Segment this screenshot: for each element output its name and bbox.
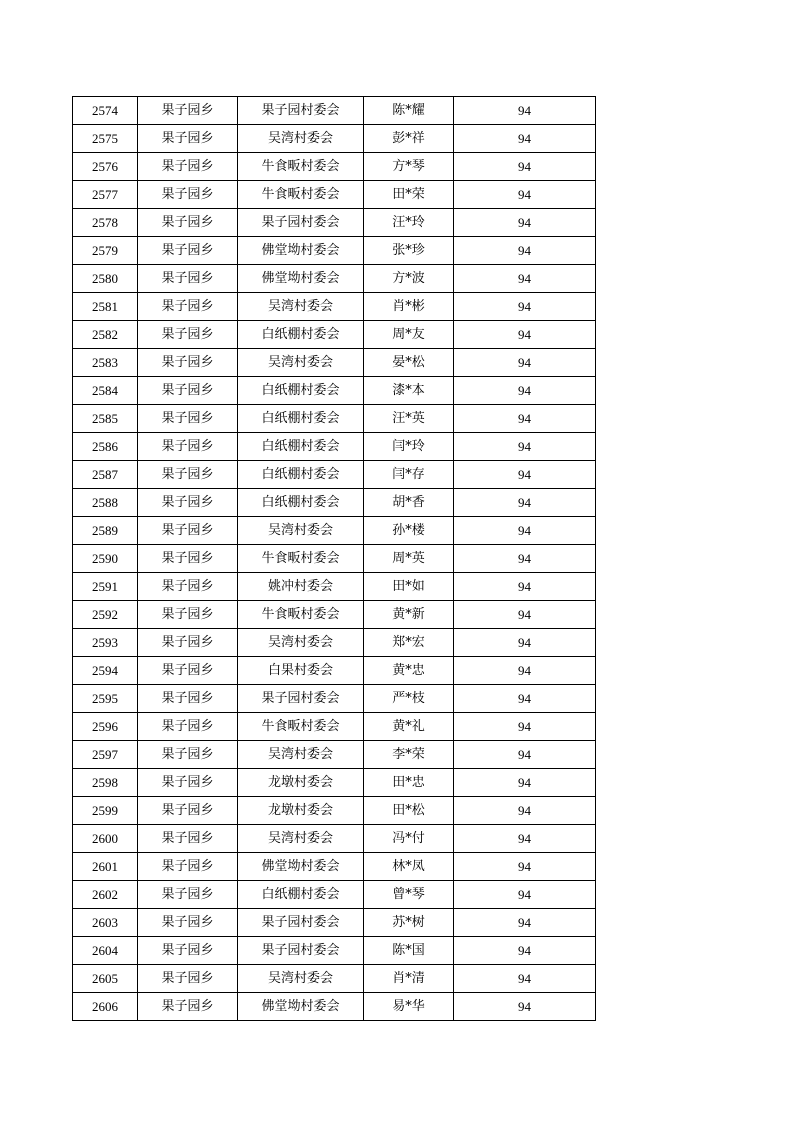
person-name-cell: 周*友 (364, 321, 454, 349)
score-cell: 94 (454, 153, 596, 181)
table-row (73, 265, 596, 293)
table-row (73, 881, 596, 909)
row-number-cell: 2601 (73, 853, 138, 881)
person-name-cell: 黄*新 (364, 601, 454, 629)
score-cell: 94 (454, 97, 596, 125)
table-row (73, 293, 596, 321)
village-committee-cell: 果子园村委会 (238, 209, 364, 237)
person-name-cell: 田*如 (364, 573, 454, 601)
table-row (73, 321, 596, 349)
score-cell: 94 (454, 797, 596, 825)
table-row (73, 545, 596, 573)
township-cell: 果子园乡 (138, 461, 238, 489)
score-cell: 94 (454, 461, 596, 489)
township-cell: 果子园乡 (138, 965, 238, 993)
village-committee-cell: 吴湾村委会 (238, 293, 364, 321)
person-name-cell: 汪*英 (364, 405, 454, 433)
person-name-cell: 陈*耀 (364, 97, 454, 125)
person-name-cell: 易*华 (364, 993, 454, 1021)
village-committee-cell: 吴湾村委会 (238, 741, 364, 769)
score-cell: 94 (454, 517, 596, 545)
score-cell: 94 (454, 685, 596, 713)
person-name-cell: 肖*清 (364, 965, 454, 993)
score-cell: 94 (454, 405, 596, 433)
person-name-cell: 汪*玲 (364, 209, 454, 237)
person-name-cell: 孙*楼 (364, 517, 454, 545)
score-cell: 94 (454, 265, 596, 293)
village-committee-cell: 吴湾村委会 (238, 125, 364, 153)
table-row (73, 433, 596, 461)
person-name-cell: 张*珍 (364, 237, 454, 265)
row-number-cell: 2585 (73, 405, 138, 433)
table-row (73, 657, 596, 685)
township-cell: 果子园乡 (138, 741, 238, 769)
village-committee-cell: 牛食畈村委会 (238, 713, 364, 741)
row-number-cell: 2575 (73, 125, 138, 153)
row-number-cell: 2581 (73, 293, 138, 321)
village-committee-cell: 果子园村委会 (238, 909, 364, 937)
person-name-cell: 胡*香 (364, 489, 454, 517)
township-cell: 果子园乡 (138, 769, 238, 797)
score-cell: 94 (454, 125, 596, 153)
village-committee-cell: 白纸棚村委会 (238, 433, 364, 461)
score-cell: 94 (454, 629, 596, 657)
village-committee-cell: 吴湾村委会 (238, 349, 364, 377)
person-name-cell: 田*松 (364, 797, 454, 825)
village-committee-cell: 吴湾村委会 (238, 825, 364, 853)
village-committee-cell: 牛食畈村委会 (238, 153, 364, 181)
score-cell: 94 (454, 181, 596, 209)
table-row (73, 349, 596, 377)
township-cell: 果子园乡 (138, 993, 238, 1021)
score-cell: 94 (454, 377, 596, 405)
village-committee-cell: 姚冲村委会 (238, 573, 364, 601)
table-row (73, 181, 596, 209)
township-cell: 果子园乡 (138, 125, 238, 153)
person-name-cell: 田*荣 (364, 181, 454, 209)
score-cell: 94 (454, 937, 596, 965)
township-cell: 果子园乡 (138, 517, 238, 545)
row-number-cell: 2603 (73, 909, 138, 937)
person-name-cell: 冯*付 (364, 825, 454, 853)
row-number-cell: 2604 (73, 937, 138, 965)
table-row (73, 377, 596, 405)
township-cell: 果子园乡 (138, 573, 238, 601)
score-cell: 94 (454, 993, 596, 1021)
score-cell: 94 (454, 209, 596, 237)
row-number-cell: 2577 (73, 181, 138, 209)
village-committee-cell: 牛食畈村委会 (238, 181, 364, 209)
table-row (73, 965, 596, 993)
table-row (73, 909, 596, 937)
roster-table (72, 96, 596, 1021)
row-number-cell: 2579 (73, 237, 138, 265)
score-cell: 94 (454, 741, 596, 769)
village-committee-cell: 牛食畈村委会 (238, 601, 364, 629)
township-cell: 果子园乡 (138, 209, 238, 237)
row-number-cell: 2580 (73, 265, 138, 293)
township-cell: 果子园乡 (138, 825, 238, 853)
township-cell: 果子园乡 (138, 433, 238, 461)
township-cell: 果子园乡 (138, 377, 238, 405)
village-committee-cell: 牛食畈村委会 (238, 545, 364, 573)
township-cell: 果子园乡 (138, 545, 238, 573)
village-committee-cell: 白纸棚村委会 (238, 489, 364, 517)
person-name-cell: 方*琴 (364, 153, 454, 181)
score-cell: 94 (454, 881, 596, 909)
row-number-cell: 2600 (73, 825, 138, 853)
table-row (73, 629, 596, 657)
village-committee-cell: 龙墩村委会 (238, 769, 364, 797)
row-number-cell: 2593 (73, 629, 138, 657)
person-name-cell: 周*英 (364, 545, 454, 573)
village-committee-cell: 佛堂坳村委会 (238, 265, 364, 293)
row-number-cell: 2586 (73, 433, 138, 461)
village-committee-cell: 吴湾村委会 (238, 965, 364, 993)
row-number-cell: 2590 (73, 545, 138, 573)
score-cell: 94 (454, 909, 596, 937)
township-cell: 果子园乡 (138, 321, 238, 349)
table-row (73, 685, 596, 713)
village-committee-cell: 果子园村委会 (238, 685, 364, 713)
row-number-cell: 2588 (73, 489, 138, 517)
village-committee-cell: 果子园村委会 (238, 937, 364, 965)
township-cell: 果子园乡 (138, 349, 238, 377)
table-row (73, 853, 596, 881)
table-row (73, 825, 596, 853)
row-number-cell: 2599 (73, 797, 138, 825)
township-cell: 果子园乡 (138, 405, 238, 433)
row-number-cell: 2592 (73, 601, 138, 629)
row-number-cell: 2574 (73, 97, 138, 125)
score-cell: 94 (454, 657, 596, 685)
village-committee-cell: 吴湾村委会 (238, 629, 364, 657)
township-cell: 果子园乡 (138, 629, 238, 657)
township-cell: 果子园乡 (138, 937, 238, 965)
table-row (73, 97, 596, 125)
row-number-cell: 2605 (73, 965, 138, 993)
table-row (73, 993, 596, 1021)
township-cell: 果子园乡 (138, 657, 238, 685)
table-row (73, 405, 596, 433)
table-row (73, 769, 596, 797)
person-name-cell: 肖*彬 (364, 293, 454, 321)
person-name-cell: 闫*存 (364, 461, 454, 489)
score-cell: 94 (454, 769, 596, 797)
table-row (73, 741, 596, 769)
row-number-cell: 2578 (73, 209, 138, 237)
table-row (73, 573, 596, 601)
village-committee-cell: 白纸棚村委会 (238, 461, 364, 489)
row-number-cell: 2584 (73, 377, 138, 405)
row-number-cell: 2594 (73, 657, 138, 685)
row-number-cell: 2602 (73, 881, 138, 909)
row-number-cell: 2595 (73, 685, 138, 713)
person-name-cell: 陈*国 (364, 937, 454, 965)
village-committee-cell: 果子园村委会 (238, 97, 364, 125)
village-committee-cell: 龙墩村委会 (238, 797, 364, 825)
village-committee-cell: 佛堂坳村委会 (238, 993, 364, 1021)
township-cell: 果子园乡 (138, 265, 238, 293)
row-number-cell: 2596 (73, 713, 138, 741)
village-committee-cell: 白纸棚村委会 (238, 377, 364, 405)
person-name-cell: 苏*树 (364, 909, 454, 937)
row-number-cell: 2576 (73, 153, 138, 181)
village-committee-cell: 佛堂坳村委会 (238, 853, 364, 881)
person-name-cell: 闫*玲 (364, 433, 454, 461)
row-number-cell: 2606 (73, 993, 138, 1021)
person-name-cell: 漆*本 (364, 377, 454, 405)
score-cell: 94 (454, 825, 596, 853)
township-cell: 果子园乡 (138, 853, 238, 881)
row-number-cell: 2582 (73, 321, 138, 349)
row-number-cell: 2583 (73, 349, 138, 377)
table-row (73, 713, 596, 741)
township-cell: 果子园乡 (138, 293, 238, 321)
village-committee-cell: 吴湾村委会 (238, 517, 364, 545)
village-committee-cell: 白纸棚村委会 (238, 321, 364, 349)
person-name-cell: 郑*宏 (364, 629, 454, 657)
table-row (73, 517, 596, 545)
village-committee-cell: 白果村委会 (238, 657, 364, 685)
village-committee-cell: 佛堂坳村委会 (238, 237, 364, 265)
score-cell: 94 (454, 713, 596, 741)
score-cell: 94 (454, 237, 596, 265)
table-row (73, 489, 596, 517)
township-cell: 果子园乡 (138, 685, 238, 713)
person-name-cell: 黄*礼 (364, 713, 454, 741)
score-cell: 94 (454, 489, 596, 517)
township-cell: 果子园乡 (138, 881, 238, 909)
village-committee-cell: 白纸棚村委会 (238, 405, 364, 433)
township-cell: 果子园乡 (138, 97, 238, 125)
score-cell: 94 (454, 965, 596, 993)
row-number-cell: 2591 (73, 573, 138, 601)
row-number-cell: 2598 (73, 769, 138, 797)
village-committee-cell: 白纸棚村委会 (238, 881, 364, 909)
table-row (73, 797, 596, 825)
table-row (73, 237, 596, 265)
township-cell: 果子园乡 (138, 181, 238, 209)
score-cell: 94 (454, 573, 596, 601)
roster-body (73, 97, 596, 1021)
township-cell: 果子园乡 (138, 153, 238, 181)
table-row (73, 153, 596, 181)
row-number-cell: 2597 (73, 741, 138, 769)
person-name-cell: 晏*松 (364, 349, 454, 377)
table-row (73, 601, 596, 629)
score-cell: 94 (454, 433, 596, 461)
person-name-cell: 曾*琴 (364, 881, 454, 909)
person-name-cell: 林*凤 (364, 853, 454, 881)
person-name-cell: 李*荣 (364, 741, 454, 769)
table-row (73, 937, 596, 965)
township-cell: 果子园乡 (138, 601, 238, 629)
person-name-cell: 方*波 (364, 265, 454, 293)
township-cell: 果子园乡 (138, 797, 238, 825)
township-cell: 果子园乡 (138, 237, 238, 265)
township-cell: 果子园乡 (138, 489, 238, 517)
score-cell: 94 (454, 853, 596, 881)
score-cell: 94 (454, 293, 596, 321)
person-name-cell: 黄*忠 (364, 657, 454, 685)
person-name-cell: 彭*祥 (364, 125, 454, 153)
row-number-cell: 2589 (73, 517, 138, 545)
township-cell: 果子园乡 (138, 909, 238, 937)
score-cell: 94 (454, 545, 596, 573)
score-cell: 94 (454, 321, 596, 349)
township-cell: 果子园乡 (138, 713, 238, 741)
table-row (73, 209, 596, 237)
score-cell: 94 (454, 601, 596, 629)
table-row (73, 125, 596, 153)
table-row (73, 461, 596, 489)
row-number-cell: 2587 (73, 461, 138, 489)
person-name-cell: 严*枝 (364, 685, 454, 713)
person-name-cell: 田*忠 (364, 769, 454, 797)
score-cell: 94 (454, 349, 596, 377)
